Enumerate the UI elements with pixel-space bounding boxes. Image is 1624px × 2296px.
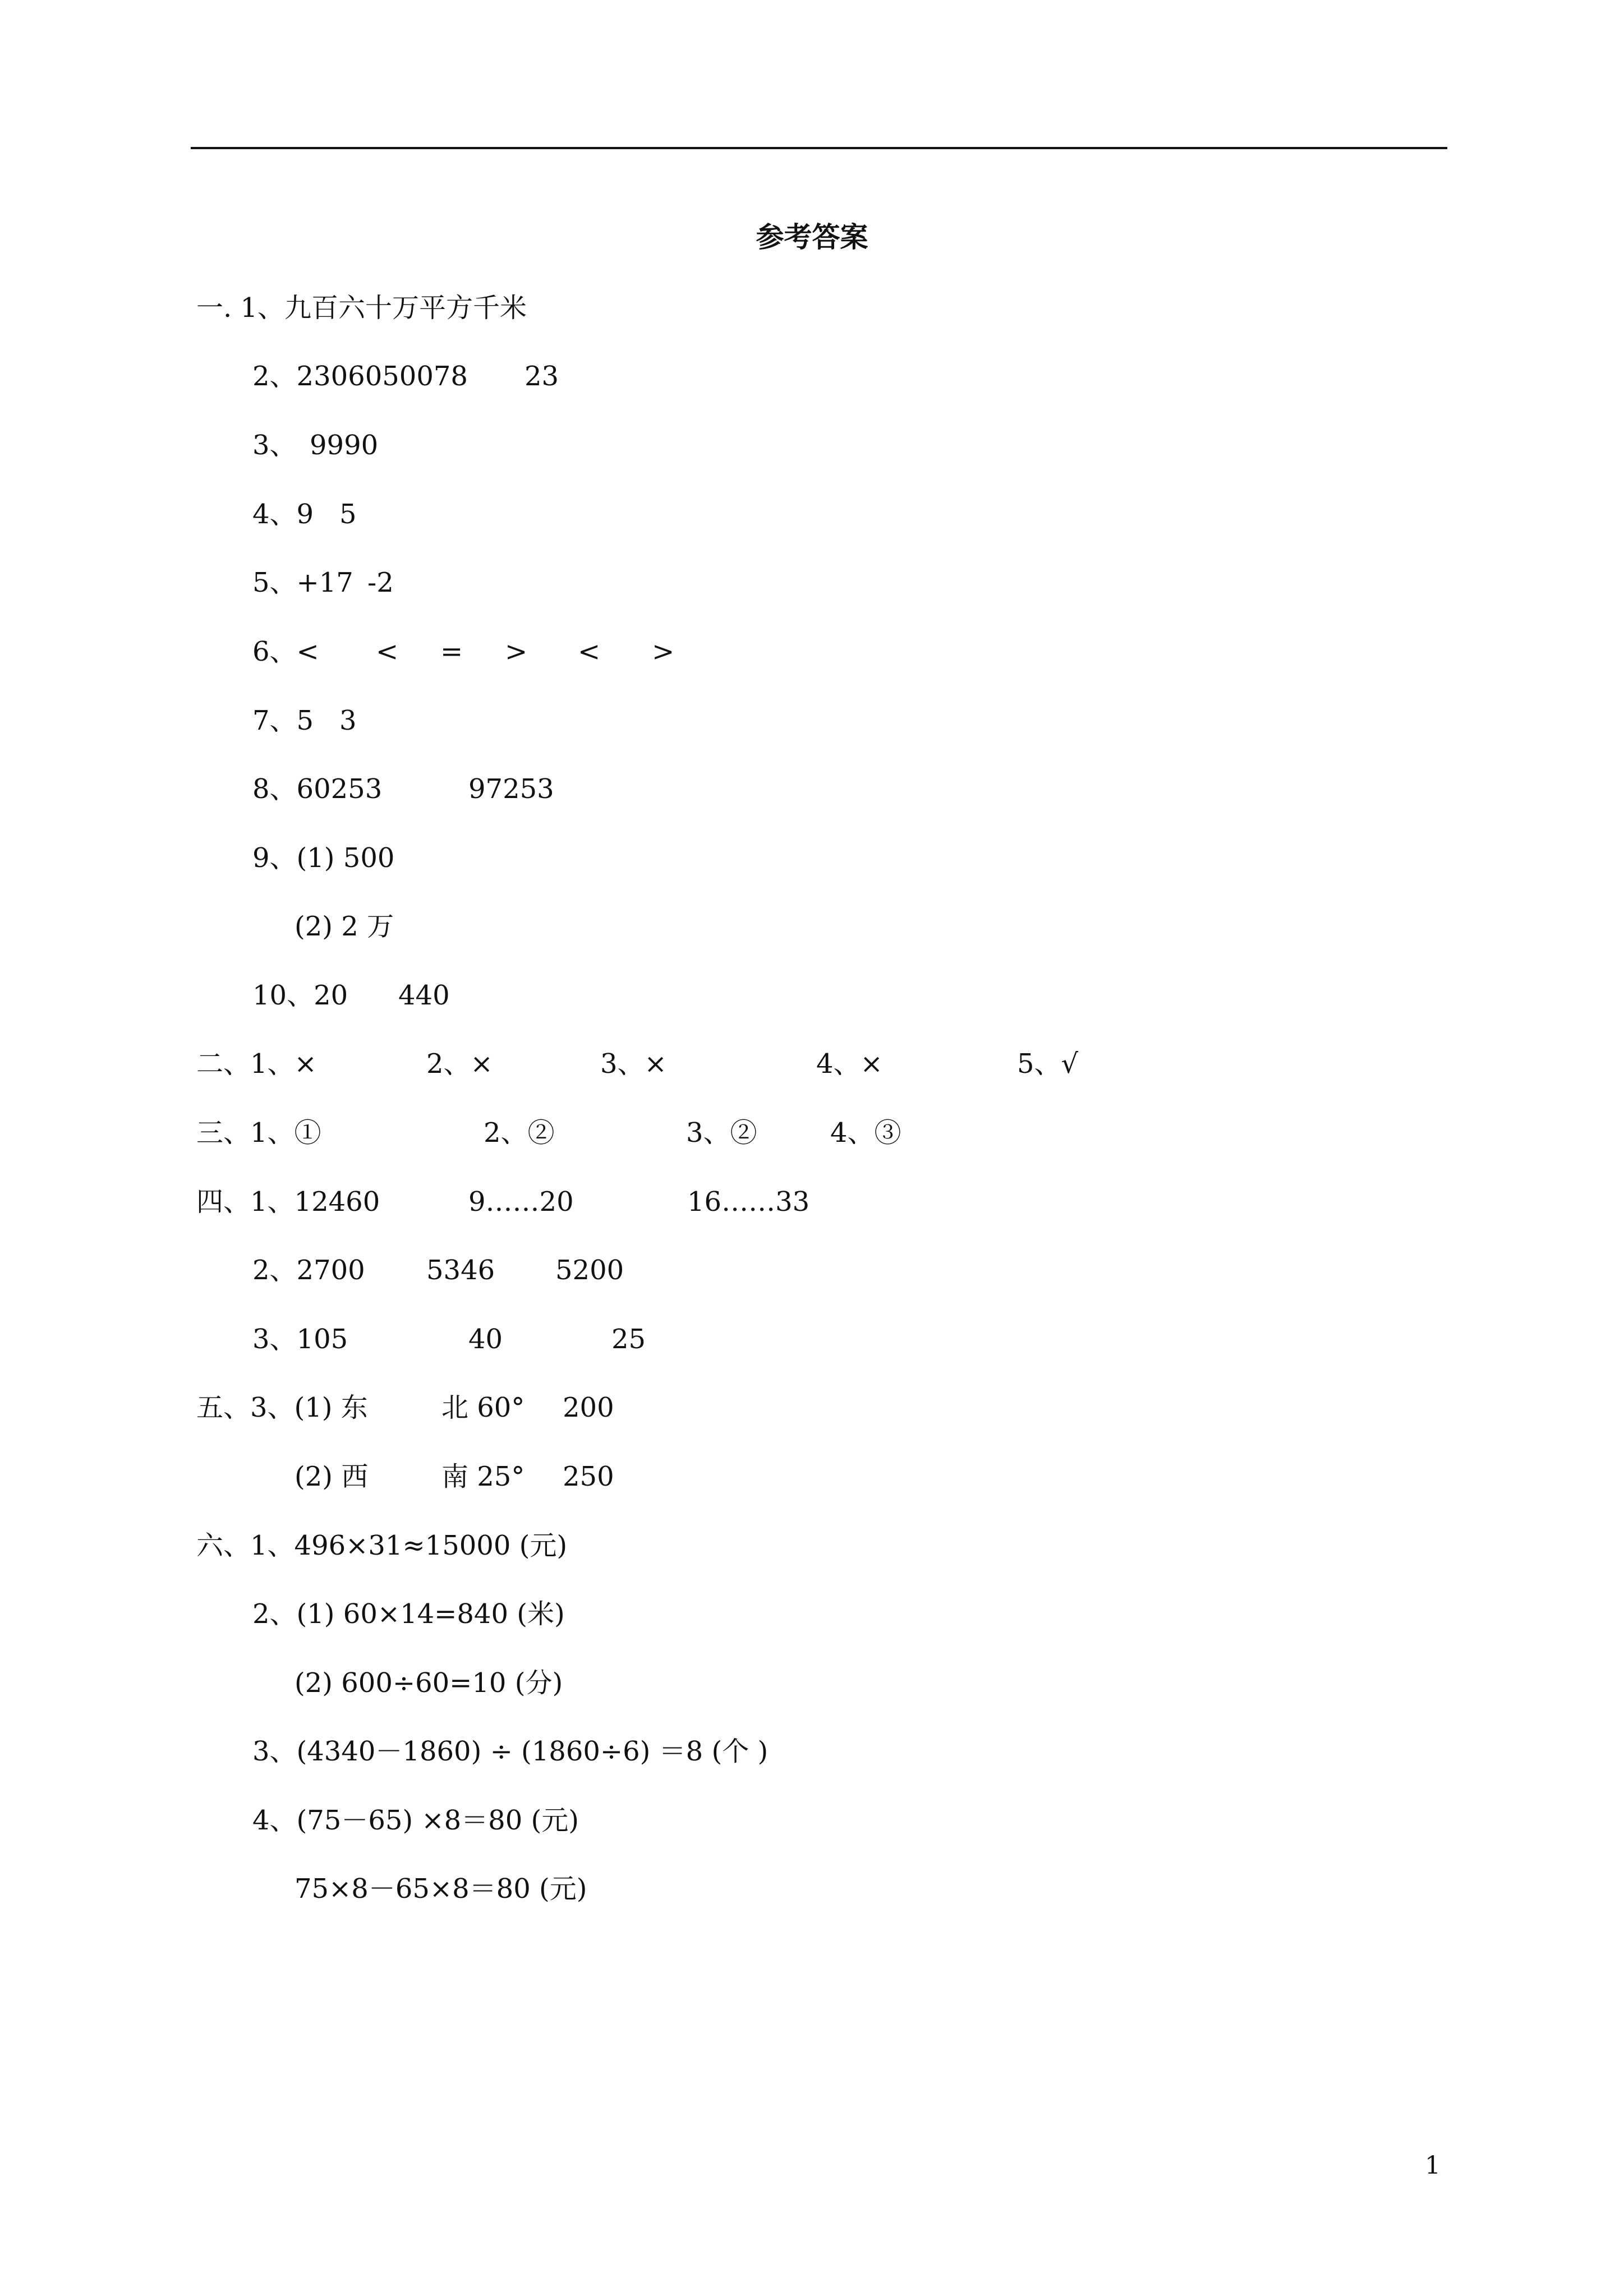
answer-line — [252, 1732, 769, 1771]
answer-line — [196, 1182, 810, 1221]
answer-line — [252, 769, 554, 809]
answer-text: -2 — [367, 567, 394, 598]
answer-text: 三、1、① — [196, 1117, 321, 1149]
answer-text: 5、+17 — [252, 567, 353, 598]
answer-text: > — [652, 636, 675, 667]
answer-line — [252, 838, 395, 878]
answer-text: 4、③ — [830, 1117, 901, 1149]
answer-text: 3、105 — [252, 1324, 348, 1355]
answer-text: 2、(1) 60×14=840 (米) — [252, 1598, 565, 1630]
answer-text: 4、9 — [252, 499, 314, 530]
answer-text: 2、× — [426, 1048, 493, 1080]
answer-text: 440 — [398, 980, 450, 1011]
answer-text: 5、√ — [1017, 1048, 1079, 1080]
answer-line — [196, 1526, 568, 1565]
answer-line — [252, 632, 675, 671]
answer-text: 75×8－65×8＝80 (元) — [295, 1873, 587, 1905]
answer-text: 3、 — [252, 430, 297, 461]
answer-line — [252, 701, 357, 740]
page-number: 1 — [1425, 2151, 1441, 2180]
answer-text: 7、5 — [252, 705, 314, 736]
answer-text: 5200 — [555, 1255, 624, 1286]
answer-line — [252, 1594, 565, 1634]
answer-text: 3、② — [686, 1117, 757, 1149]
answer-text: 200 — [563, 1392, 614, 1423]
answer-line — [252, 1251, 624, 1290]
answer-text: 2、2700 — [252, 1255, 365, 1286]
answer-text: > — [505, 636, 528, 667]
answer-text: 40 — [468, 1324, 503, 1355]
answer-text: 二、1、× — [196, 1048, 317, 1080]
answer-line — [196, 1388, 614, 1427]
page-title: 参考答案 — [756, 220, 868, 253]
answer-line — [252, 976, 450, 1015]
answer-text: 5346 — [426, 1255, 495, 1286]
answer-text: 9990 — [310, 430, 379, 461]
answer-text: = — [440, 636, 463, 667]
answer-line — [252, 495, 357, 534]
answer-text: 23 — [525, 361, 559, 392]
answer-line — [252, 1801, 579, 1840]
answer-text: 一. 1、九百六十万平方千米 — [196, 292, 527, 324]
answer-text: 6、< — [252, 636, 319, 667]
answer-text: 3 — [339, 705, 357, 736]
answer-line — [252, 1320, 646, 1359]
answer-line — [196, 1113, 901, 1152]
answer-text: 2、② — [484, 1117, 555, 1149]
answer-line — [252, 357, 559, 396]
answer-text: 5 — [339, 499, 357, 530]
answer-text: 25 — [611, 1324, 646, 1355]
answer-text: (2) 西 — [295, 1461, 369, 1492]
answer-text: 南 25° — [441, 1461, 525, 1492]
answer-text: 97253 — [468, 773, 554, 805]
answer-text: < — [578, 636, 601, 667]
answer-text: 9……20 — [468, 1186, 574, 1218]
answer-line — [196, 1044, 1079, 1084]
answer-line — [295, 907, 394, 946]
answer-text: 250 — [563, 1461, 614, 1492]
answer-text: 3、× — [600, 1048, 667, 1080]
answer-text: < — [376, 636, 399, 667]
answer-text: (2) 600÷60=10 (分) — [295, 1667, 563, 1699]
answer-text: 16……33 — [687, 1186, 810, 1218]
answer-text: 2、2306050078 — [252, 361, 468, 392]
answer-text: (2) 2 万 — [295, 911, 394, 942]
answer-text: 4、× — [816, 1048, 883, 1080]
answer-text: 10、20 — [252, 980, 348, 1011]
answer-text: 四、1、12460 — [196, 1186, 380, 1218]
answer-text: 9、(1) 500 — [252, 842, 395, 874]
answer-text: 北 60° — [441, 1392, 525, 1423]
header-rule — [191, 147, 1447, 149]
answer-text: 3、(4340－1860) ÷ (1860÷6) ＝8 (个 ) — [252, 1736, 769, 1767]
answer-line — [252, 563, 394, 602]
answer-line — [295, 1663, 563, 1703]
answer-line — [295, 1869, 587, 1908]
answer-line — [295, 1457, 614, 1496]
answer-text: 4、(75－65) ×8＝80 (元) — [252, 1805, 579, 1836]
answer-line — [196, 288, 527, 328]
answer-text: 8、60253 — [252, 773, 383, 805]
answer-text: 五、3、(1) 东 — [196, 1392, 368, 1423]
answer-line — [252, 426, 379, 465]
answer-text: 六、1、496×31≈15000 (元) — [196, 1530, 568, 1561]
